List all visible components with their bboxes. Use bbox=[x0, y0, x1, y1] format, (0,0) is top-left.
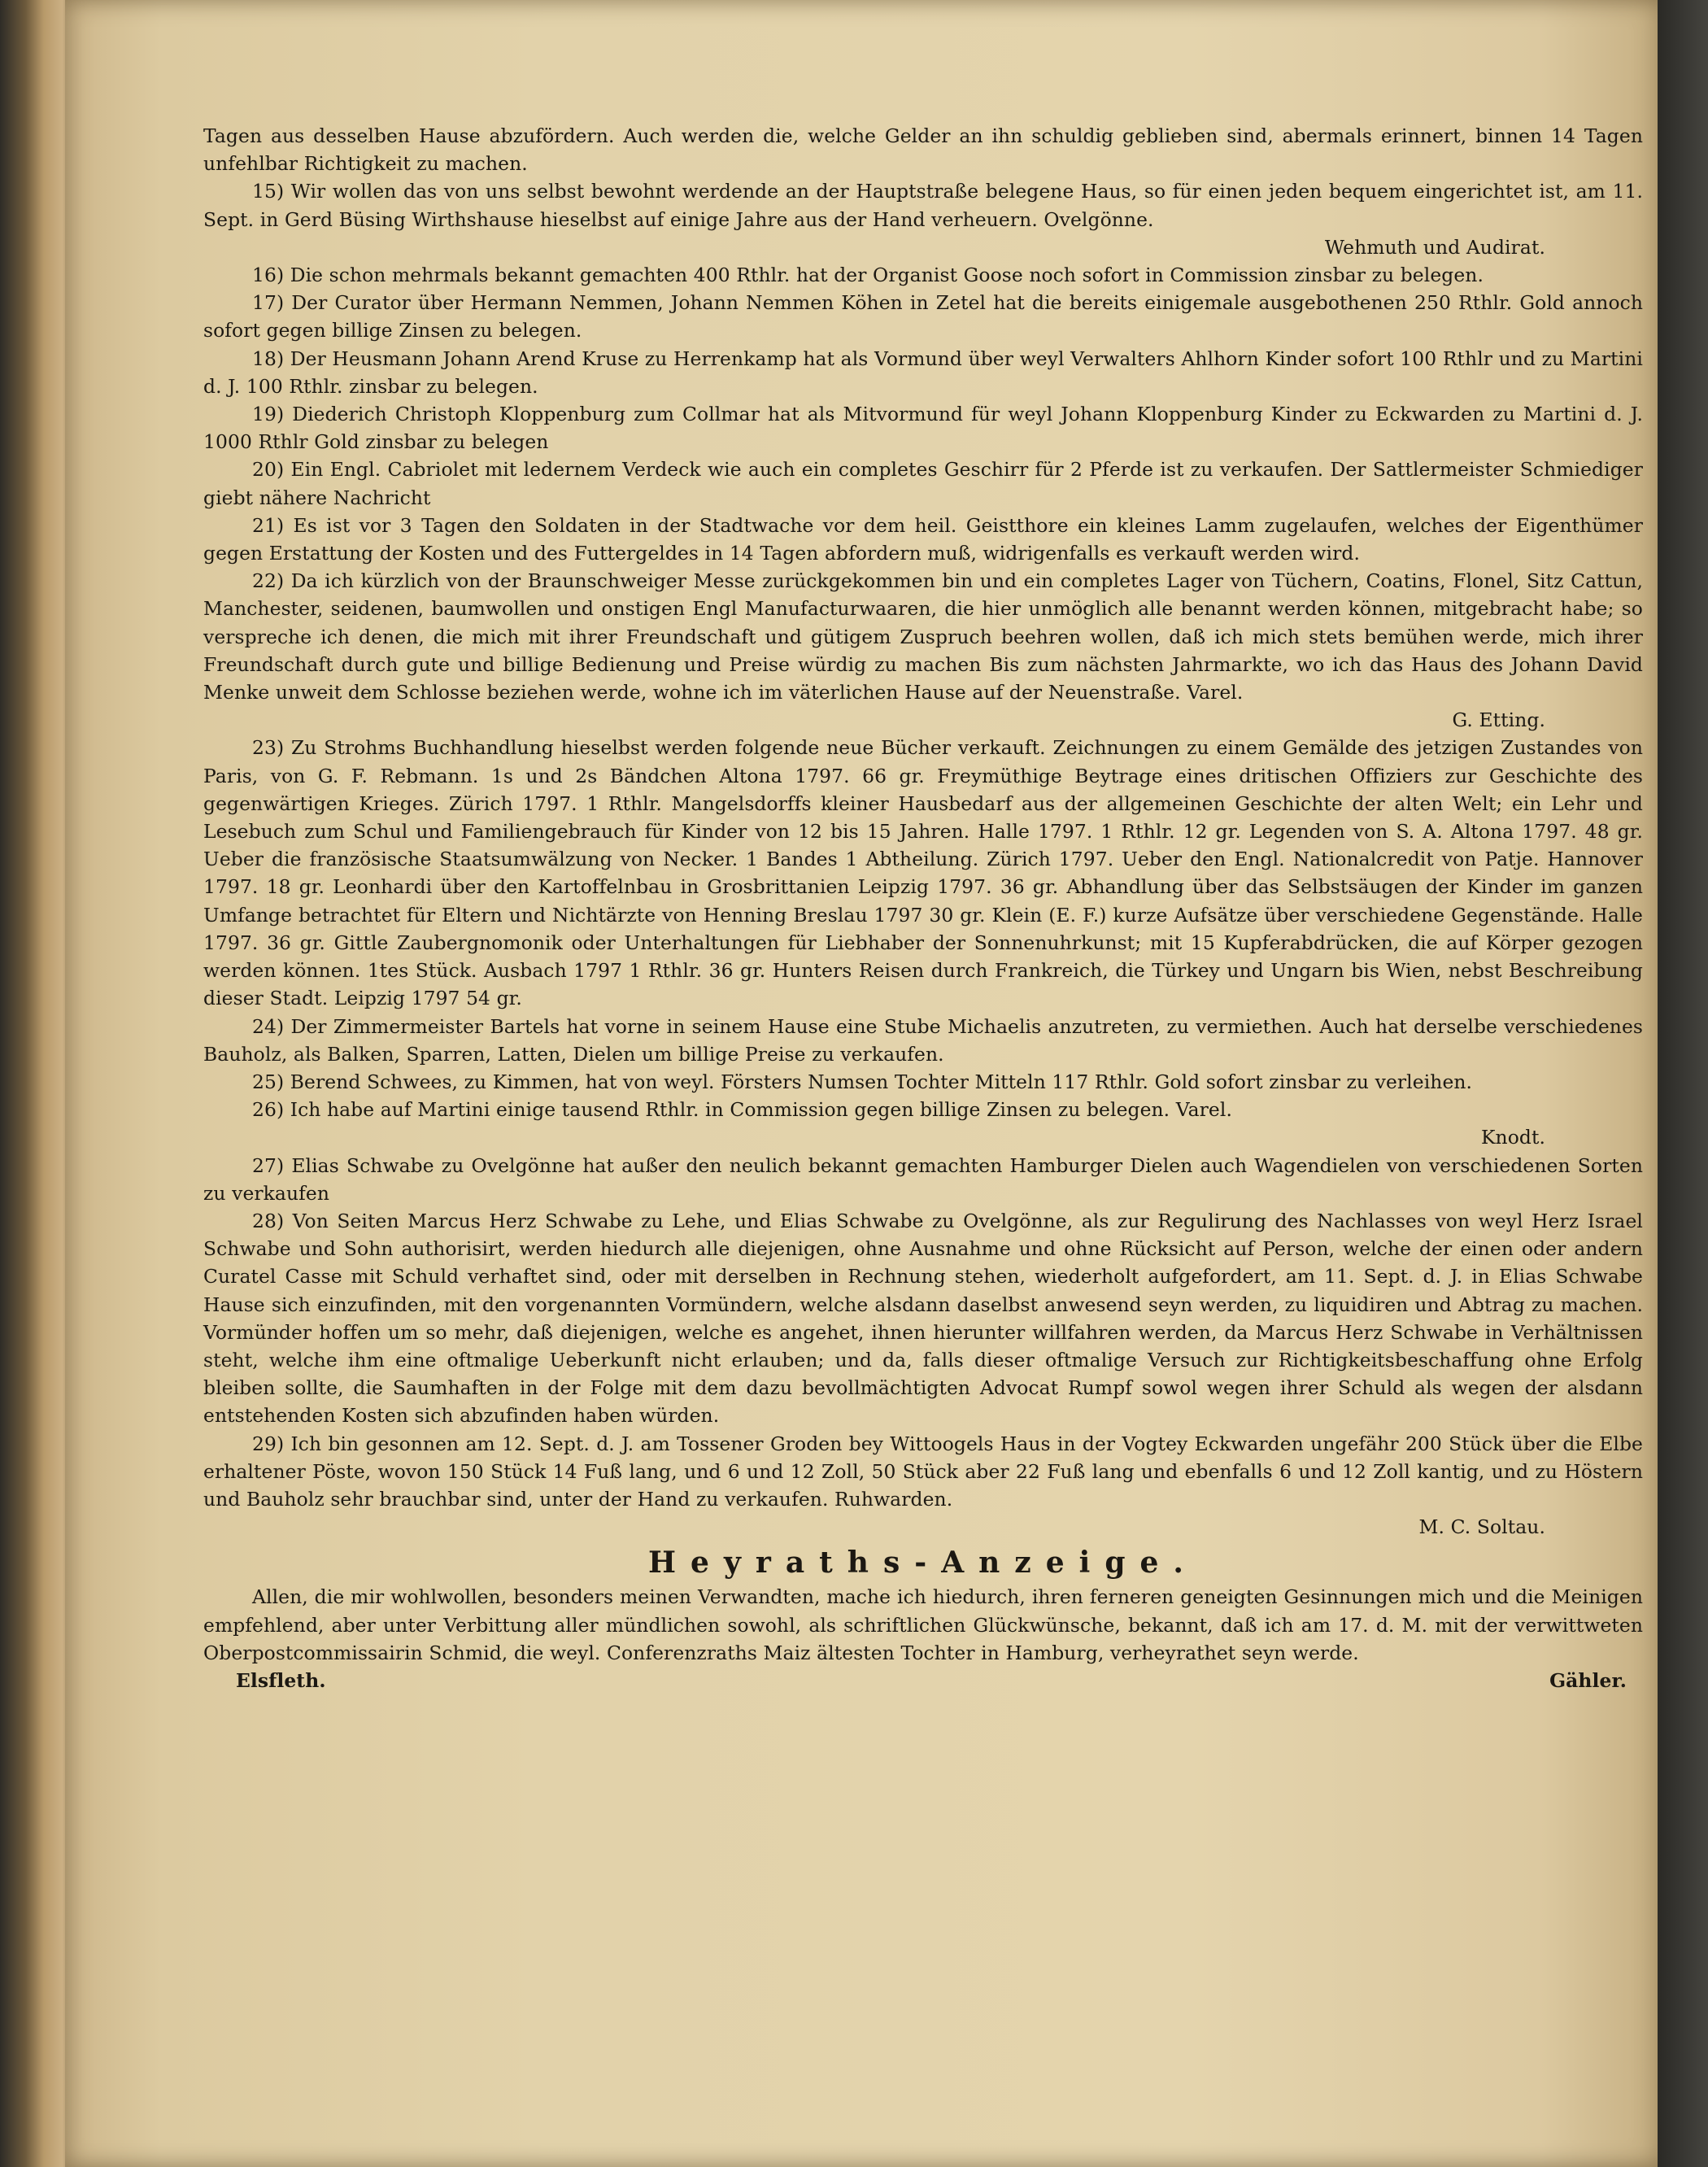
signature-29: M. C. Soltau. bbox=[1418, 1515, 1545, 1539]
background-right bbox=[1658, 0, 1708, 2167]
signature-22: G. Etting. bbox=[1452, 709, 1545, 732]
entry-27: 27) Elias Schwabe zu Ovelgönne hat außer den neulich bekannt gemachten Hamburger Dielen auch Wagendielen von verschiedenen Sorten zu verkaufen bbox=[203, 1153, 1643, 1205]
book-left-edge bbox=[0, 0, 73, 2167]
paragraph-continuation: Tagen aus desselben Hause abzufördern. Auch werden die, welche Gelder an ihn schuldig geblieben sind, abermals erinnert, binnen 14 Tagen unfehlbar Richtigkeit zu machen. bbox=[203, 124, 1643, 176]
entry-26: 26) Ich habe auf Martini einige tausend Rthlr. in Commission gegen billige Zinsen zu belegen. Varel. bbox=[252, 1098, 1232, 1122]
closing-line bbox=[203, 1667, 1643, 1694]
signature-26: Knodt. bbox=[1480, 1126, 1545, 1149]
entry-17: 17) Der Curator über Hermann Nemmen, Johann Nemmen Köhen in Zetel hat die bereits einigemale ausgebothenen 250 Rthlr. Gold annoch sofort gegen billige Zinsen zu belegen. bbox=[203, 291, 1643, 342]
entry-29: 29) Ich bin gesonnen am 12. Sept. d. J. am Tossener Groden bey Wittoogels Haus in der Vogtey Eckwarden ungefähr 200 Stück über die Elbe erhaltener Pöste, wovon 150 Stück 14 Fuß lang, und 6 und 12 Zoll, 50 Stück aber 22 Fuß lang und ebenfalls 6 und 12 Zoll kantig, und zu Höstern und Bauholz sehr brauchbar sind, unter der Hand zu verkaufen. Ruhwarden. bbox=[203, 1432, 1643, 1511]
entry-16: 16) Die schon mehrmals bekannt gemachten 400 Rthlr. hat der Organist Goose noch sofort in Commission zinsbar zu belegen. bbox=[252, 264, 1484, 287]
section-heading: Heyraths-Anzeige. bbox=[648, 1546, 1198, 1581]
entry-15: 15) Wir wollen das von uns selbst bewohnt werdende an der Hauptstraße belegene Haus, so für einen jeden bequem eingerichtet ist, am 11. Sept. in Gerd Büsing Wirthshause hieselbst auf einige Jahre aus der Hand verheuern. Ovelgönne. bbox=[203, 180, 1643, 231]
closing-place: Elsfleth. bbox=[236, 1668, 326, 1692]
entry-25: 25) Berend Schwees, zu Kimmen, hat von weyl. Försters Numsen Tochter Mitteln 117 Rthlr. Gold sofort zinsbar zu verleihen. bbox=[252, 1070, 1473, 1093]
entry-28: 28) Von Seiten Marcus Herz Schwabe zu Lehe, und Elias Schwabe zu Ovelgönne, als zur Regulirung des Nachlasses von weyl Herz Israel Schwabe und Sohn authorisirt, werden hiedurch alle diejenigen, ohne Ausnahme und ohne Rücksicht auf Person, welche der einen oder andern Curatel Casse mit Schuld verhaftet sind, oder mit derselben in Rechnung stehen, wiederholt aufgefordert, am 11. Sept. d. J. in Elias Schwabe Hause sich einzufinden, mit den vorgenannten Vormündern, welche alsdann daselbst anwesend seyn werden, zu liquidiren und Abtrag zu machen. Vormünder hoffen um so mehr, daß diejenigen, welche es angehet, ihnen hierunter willfahren werden, da Marcus Herz Schwabe in Verhältnissen steht, welche ihm eine oftmalige Ueberkunft nicht erlauben; und da, falls dieser oftmalige Versuch zur Richtigkeitsbeschaffung ohne Erfolg bleiben sollte, die Saumhaften in der Folge mit dem dazu bevollmächtigten Advocat Rumpf sowol wegen ihrer Schuld als wegen der alsdann entstehenden Kosten sich abzufinden haben würden. bbox=[203, 1209, 1643, 1428]
entry-19: 19) Diederich Christoph Kloppenburg zum Collmar hat als Mitvormund für weyl Johann Kloppenburg Kinder zu Eckwarden zu Martini d. J. 1000 Rthlr Gold zinsbar zu belegen bbox=[203, 403, 1643, 454]
entry-21: 21) Es ist vor 3 Tagen den Soldaten in der Stadtwache vor dem heil. Geistthore ein kleines Lamm zugelaufen, welches der Eigenthümer gegen Erstattung der Kosten und des Futtergeldes in 14 Tagen abfordern muß, widrigenfalls es verkauft werden wird. bbox=[203, 513, 1643, 565]
page-text bbox=[203, 122, 1643, 1694]
entry-18: 18) Der Heusmann Johann Arend Kruse zu Herrenkamp hat als Vormund über weyl Verwalters Ahlhorn Kinder sofort 100 Rthlr und zu Martini d. J. 100 Rthlr. zinsbar zu belegen. bbox=[203, 347, 1643, 398]
marriage-announcement: Allen, die mir wohlwollen, besonders meinen Verwandten, mache ich hiedurch, ihren ferneren geneigten Gesinnungen mich und die Meinigen empfehlend, aber unter Verbittung aller mündlichen sowohl, als schriftlichen Glückwünsche, bekannt, daß ich am 17. d. M. mit der verwittweten Oberpostcommissairin Schmid, die weyl. Conferenzraths Maiz ältesten Tochter in Hamburg, verheyrathet seyn werde. bbox=[203, 1585, 1643, 1664]
closing-name: Gähler. bbox=[1549, 1668, 1627, 1692]
signature-15: Wehmuth und Audirat. bbox=[1324, 235, 1545, 259]
entry-23: 23) Zu Strohms Buchhandlung hieselbst werden folgende neue Bücher verkauft. Zeichnungen zu einem Gemälde des jetzigen Zustandes von Paris, von G. F. Rebmann. 1s und 2s Bändchen Altona 1797. 66 gr. Freymüthige Beytrage eines dritischen Offiziers zur Geschichte des gegenwärtigen Krieges. Zürich 1797. 1 Rthlr. Mangelsdorffs kleiner Hausbedarf aus der allgemeinen Geschichte der alten Welt; ein Lehr und Lesebuch zum Schul und Familiengebrauch für Kinder von 12 bis 15 Jahren. Halle 1797. 1 Rthlr. 12 gr. Legenden von S. A. Altona 1797. 48 gr. Ueber die französische Staatsumwälzung von Necker. 1 Bandes 1 Abtheilung. Zürich 1797. Ueber den Engl. Nationalcredit von Patje. Hannover 1797. 18 gr. Leonhardi über den Kartoffelnbau in Grosbrittanien Leipzig 1797. 36 gr. Abhandlung über das Selbstsäugen der Kinder im ganzen Umfange betrachtet für Eltern und Nichtärzte von Henning Breslau 1797 30 gr. Klein (E. F.) kurze Aufsätze über verschiedene Gegenstände. Halle 1797. 36 gr. Gittle Zaubergnomonik oder Unterhaltungen für Liebhaber der Sonnenuhrkunst; mit 15 Kupferabdrücken, die auf Körper gezogen werden können. 1tes Stück. Ausbach 1797 1 Rthlr. 36 gr. Hunters Reisen durch Frankreich, die Türkey und Ungarn bis Wien, nebst Beschreibung dieser Stadt. Leipzig 1797 54 gr. bbox=[203, 736, 1643, 1010]
entry-24: 24) Der Zimmermeister Bartels hat vorne in seinem Hause eine Stube Michaelis anzutreten, zu vermiethen. Auch hat derselbe verschiedenes Bauholz, als Balken, Sparren, Latten, Dielen um billige Preise zu verkaufen. bbox=[203, 1014, 1643, 1066]
entry-20: 20) Ein Engl. Cabriolet mit ledernem Verdeck wie auch ein completes Geschirr für 2 Pferde ist zu verkaufen. Der Sattlermeister Schmiediger giebt nähere Nachricht bbox=[203, 458, 1643, 509]
entry-22: 22) Da ich kürzlich von der Braunschweiger Messe zurückgekommen bin und ein completes Lager von Tüchern, Coatins, Flonel, Sitz Cattun, Manchester, seidenen, baumwollen und onstigen Engl Manufacturwaaren, die hier unmöglich alle benannt werden können, mitgebracht habe; so verspreche ich denen, die mich mit ihrer Freundschaft und gütigem Zuspruch beehren wollen, daß ich mich stets bemühen werde, mich ihrer Freundschaft durch gute und billige Bedienung und Preise würdig zu machen Bis zum nächsten Jahrmarkte, wo ich das Haus des Johann David Menke unweit dem Schlosse beziehen werde, wohne ich im väterlichen Hause auf der Neuenstraße. Varel. bbox=[203, 569, 1643, 704]
